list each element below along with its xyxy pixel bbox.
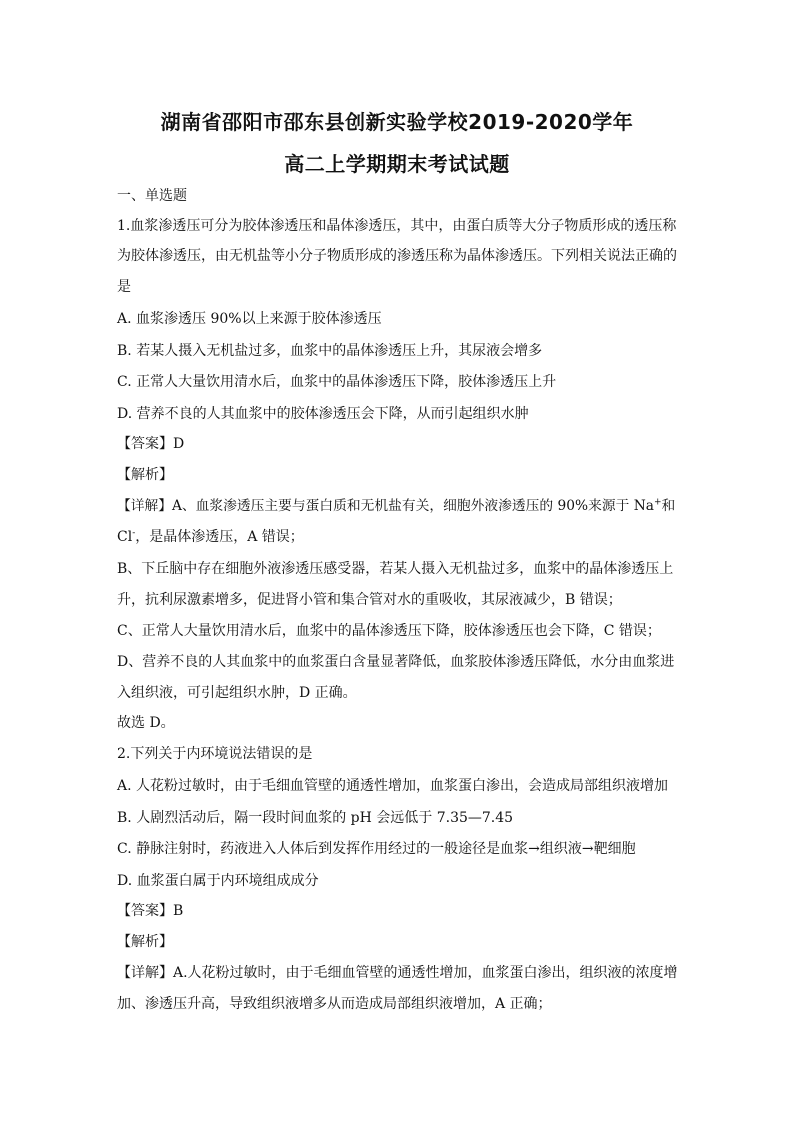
q1-detail-line-7: 入组织液，可引起组织水肿，D 正确。 (117, 685, 357, 701)
sodium-ion-charge: + (653, 497, 662, 508)
q1-option-a: A. 血浆渗透压 90%以上来源于胶体渗透压 (117, 311, 382, 327)
document-title-line-1: 湖南省邵阳市邵东县创新实验学校2019-2020学年 (160, 110, 634, 134)
q2-option-b: B. 人剧烈活动后，隔一段时间血浆的 pH 会远低于 7.35—7.45 (117, 810, 514, 826)
q2-option-a: A. 人花粉过敏时，由于毛细血管壁的通透性增加，血浆蛋白渗出，会造成局部组织液增加 (117, 778, 669, 794)
q1-stem-line-1: 1.血浆渗透压可分为胶体渗透压和晶体渗透压，其中，由蛋白质等大分子物质形成的透压称 (117, 218, 677, 234)
q2-answer: 【答案】B (117, 903, 184, 919)
q1-detail-line-2 (117, 527, 682, 547)
q1-detail-line-6: D、营养不良的人其血浆中的血浆蛋白含量显著降低，血浆胶体渗透压降低，水分由血浆进 (117, 654, 675, 670)
q1-analysis-label: 【解析】 (117, 467, 173, 483)
q1-detail-line-2-tail: ，是晶体渗透压，A 错误； (135, 529, 304, 545)
chloride-ion-charge: - (132, 528, 136, 539)
q2-analysis-label: 【解析】 (117, 934, 173, 950)
q1-detail-line-4: 升，抗利尿激素增多，促进肾小管和集合管对水的重吸收，其尿液减少，B 错误； (117, 592, 622, 608)
q1-detail-line-2-text: Cl (117, 529, 133, 545)
q2-detail-line-2: 加、渗透压升高，导致组织液增多从而造成局部组织液增加，A 正确； (117, 996, 552, 1012)
q2-detail-line-1: 【详解】A.人花粉过敏时，由于毛细血管壁的通透性增加，血浆蛋白渗出，组织液的浓度增 (117, 965, 678, 981)
q1-detail-line-1-tail: 和 (661, 498, 676, 514)
document-title-line-2: 高二上学期期末考试试题 (284, 152, 510, 176)
q1-detail-line-1-text: 【详解】A、血浆渗透压主要与蛋白质和无机盐有关，细胞外液渗透压的 90%来源于 Na (117, 498, 654, 514)
q2-stem: 2.下列关于内环境说法错误的是 (117, 746, 313, 762)
q1-option-c: C. 正常人大量饮用清水后，血浆中的晶体渗透压下降，胶体渗透压上升 (117, 374, 557, 390)
q1-stem-line-2: 为胶体渗透压，由无机盐等小分子物质形成的渗透压称为晶体渗透压。下列相关说法正确的 (117, 248, 677, 264)
section-heading: 一、单选题 (117, 188, 187, 204)
q1-conclusion: 故选 D。 (117, 715, 175, 731)
q2-option-d: D. 血浆蛋白属于内环境组成成分 (117, 873, 319, 889)
q1-detail-line-5: C、正常人大量饮用清水后，血浆中的晶体渗透压下降，胶体渗透压也会下降，C 错误； (117, 623, 661, 639)
q2-option-c: C. 静脉注射时，药液进入人体后到发挥作用经过的一般途径是血浆→组织液→靶细胞 (117, 841, 636, 857)
q1-stem-line-3: 是 (117, 279, 131, 295)
q1-answer: 【答案】D (117, 436, 185, 452)
q1-option-b: B. 若某人摄入无机盐过多，血浆中的晶体渗透压上升，其尿液会增多 (117, 343, 543, 359)
q1-detail-line-1 (117, 496, 682, 516)
q1-option-d: D. 营养不良的人其血浆中的胶体渗透压会下降，从而引起组织水肿 (117, 406, 529, 422)
q1-detail-line-3: B、下丘脑中存在细胞外液渗透压感受器，若某人摄入无机盐过多，血浆中的晶体渗透压上 (117, 561, 674, 577)
